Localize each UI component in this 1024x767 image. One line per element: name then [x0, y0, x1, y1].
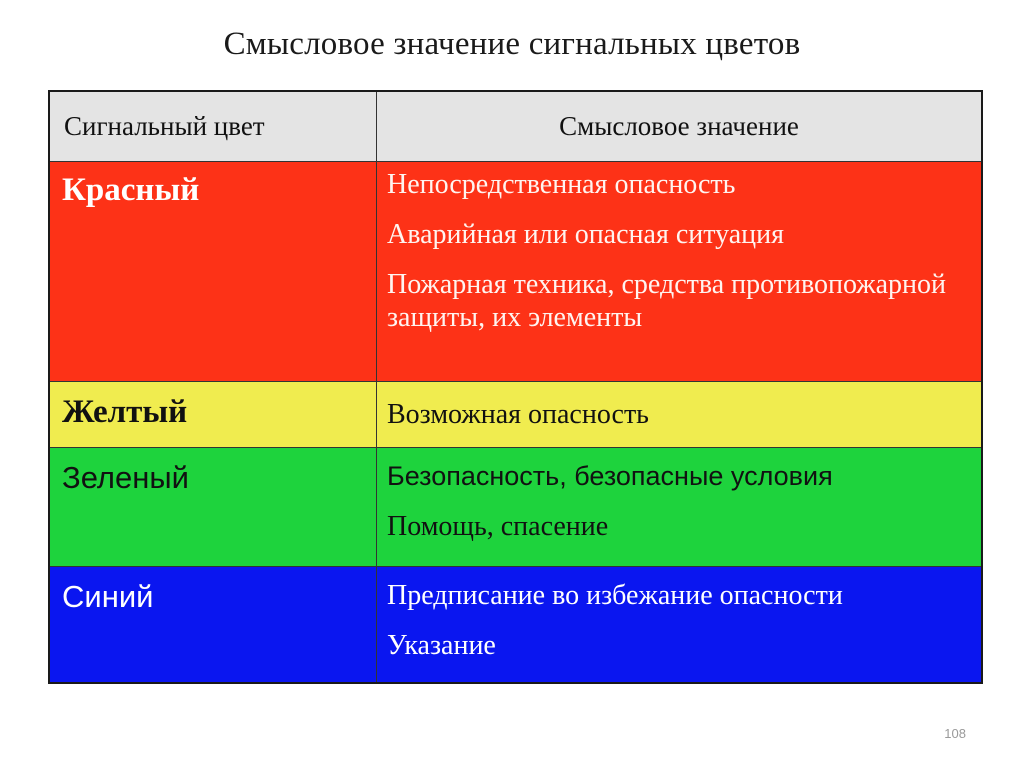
color-name-green: Зеленый	[62, 460, 189, 495]
table-row-red-color	[50, 162, 377, 382]
signal-colors-table	[48, 90, 983, 684]
table-row-red-meaning	[377, 162, 981, 382]
table-row-green-meaning	[377, 448, 981, 567]
color-name-yellow: Желтый	[62, 394, 188, 430]
meaning-item: Возможная опасность	[387, 399, 649, 430]
table-row-yellow-color	[50, 382, 377, 448]
table-row-blue-color	[50, 567, 377, 682]
meaning-item: Аварийная или опасная ситуация	[387, 219, 785, 250]
table-row-blue-meaning	[377, 567, 981, 682]
column-header-meaning: Смысловое значение	[377, 92, 981, 162]
meaning-item: Помощь, спасение	[387, 511, 609, 542]
color-name-red: Красный	[62, 172, 200, 208]
meaning-item: Предписание во избежание опасности	[387, 580, 843, 611]
color-name-blue: Синий	[62, 579, 154, 614]
column-header-signal-color: Сигнальный цвет	[50, 92, 377, 162]
slide-title: Смысловое значение сигнальных цветов	[223, 26, 801, 62]
meaning-item: Непосредственная опасность	[387, 169, 736, 200]
table-row-yellow-meaning	[377, 382, 981, 448]
meaning-item: Пожарная техника, средства противопожарной защиты, их элементы	[387, 269, 947, 333]
table-row-green-color	[50, 448, 377, 567]
page-number: 108	[944, 726, 966, 741]
meaning-item: Указание	[387, 630, 496, 661]
meaning-item: Безопасность, безопасные условия	[387, 461, 833, 491]
